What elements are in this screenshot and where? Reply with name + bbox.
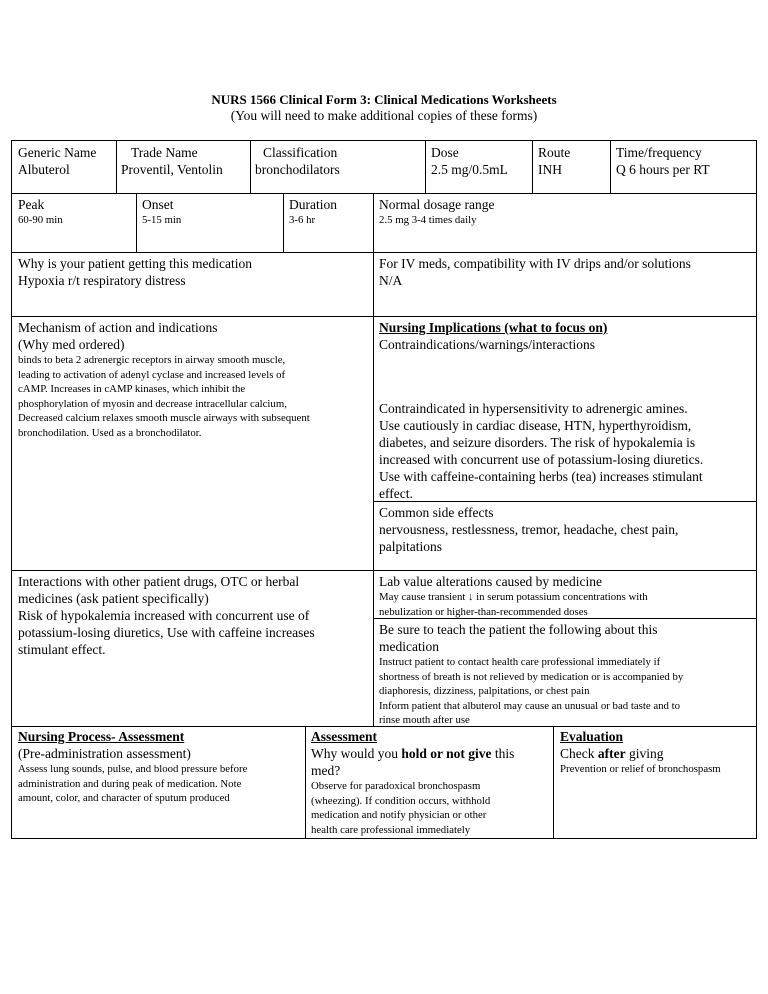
side-effects-line: palpitations xyxy=(379,539,442,554)
interactions-line: Risk of hypokalemia increased with concurrent use of xyxy=(18,608,310,623)
side-effects-line: nervousness, restlessness, tremor, headache, chest pain, xyxy=(379,522,679,537)
mechanism-sublabel: (Why med ordered) xyxy=(18,337,125,352)
route-value: INH xyxy=(538,162,562,177)
implication-line: Contraindicated in hypersensitivity to adrenergic amines. xyxy=(379,401,688,416)
implication-line: Use with caffeine-containing herbs (tea) increases stimulant xyxy=(379,469,703,484)
pre-admin-label: (Pre-administration assessment) xyxy=(18,746,191,761)
hold-question: Why would you hold or not give this xyxy=(311,746,515,761)
evaluation-value: Prevention or relief of bronchospasm xyxy=(560,763,721,775)
implication-line: increased with concurrent use of potassium-losing diuretics. xyxy=(379,452,704,467)
classification-value: bronchodilators xyxy=(255,162,340,177)
side-effects-label: Common side effects xyxy=(379,505,494,520)
teaching-label: medication xyxy=(379,639,439,654)
lab-values-line: May cause transient ↓ in serum potassium concentrations with xyxy=(379,591,648,603)
route-label: Route xyxy=(538,145,571,160)
trade-name-value: Proventil, Ventolin xyxy=(121,162,223,177)
assessment-line: medication and notify physician or other xyxy=(311,809,487,822)
process-line: Assess lung sounds, pulse, and blood pressure before xyxy=(18,763,248,775)
trade-name-label: Trade Name xyxy=(131,145,198,160)
lab-values-label: Lab value alterations caused by medicine xyxy=(379,574,603,589)
why-medication-value: Hypoxia r/t respiratory distress xyxy=(18,273,186,288)
form-subtitle: (You will need to make additional copies of these forms) xyxy=(230,108,538,123)
implication-line: Use cautiously in cardiac disease, HTN, hyperthyroidism, xyxy=(379,418,692,433)
teaching-label: Be sure to teach the patient the following about this xyxy=(379,622,658,637)
implication-line: effect. xyxy=(379,486,413,501)
check-after-label: Check after giving xyxy=(560,746,664,761)
peak-value: 60-90 min xyxy=(18,214,63,226)
teaching-line: diaphoresis, dizziness, palpitations, or chest pain xyxy=(379,685,590,698)
interactions-line: potassium-losing diuretics, Use with caffeine increases xyxy=(18,625,315,640)
teaching-line: rinse mouth after use xyxy=(379,714,470,727)
process-line: amount, color, and character of sputum produced xyxy=(18,792,230,805)
onset-value: 5-15 min xyxy=(142,214,182,226)
hold-question-line2: med? xyxy=(311,763,341,778)
nursing-implications-label: Nursing Implications (what to focus on) xyxy=(379,320,608,335)
time-frequency-value: Q 6 hours per RT xyxy=(616,162,710,177)
time-frequency-label: Time/frequency xyxy=(616,145,702,160)
teaching-line: Inform patient that albuterol may cause an unusual or bad taste and to xyxy=(379,699,681,712)
generic-name-label: Generic Name xyxy=(18,145,97,160)
mechanism-line: bronchodilation. Used as a bronchodilator. xyxy=(18,426,202,439)
duration-value: 3-6 hr xyxy=(289,214,316,226)
mechanism-label: Mechanism of action and indications xyxy=(18,320,218,335)
classification-label: Classification xyxy=(263,145,338,160)
form-title: NURS 1566 Clinical Form 3: Clinical Medications Worksheets xyxy=(211,92,557,107)
onset-label: Onset xyxy=(142,197,174,212)
mechanism-line: cAMP. Increases in cAMP kinases, which inhibit the xyxy=(18,383,246,396)
implication-line: diabetes, and seizure disorders. The risk of hypokalemia is xyxy=(379,435,696,450)
generic-name-value: Albuterol xyxy=(18,162,70,177)
assessment-label: Assessment xyxy=(311,729,377,744)
normal-dosage-label: Normal dosage range xyxy=(379,197,495,212)
iv-compatibility-value: N/A xyxy=(379,273,403,288)
assessment-line: health care professional immediately xyxy=(311,823,471,836)
mechanism-line: binds to beta 2 adrenergic receptors in airway smooth muscle, xyxy=(18,354,286,366)
normal-dosage-value: 2.5 mg 3-4 times daily xyxy=(379,214,477,226)
teaching-line: Instruct patient to contact health care professional immediately if xyxy=(379,656,661,668)
contraindications-label: Contraindications/warnings/interactions xyxy=(379,337,595,352)
dose-label: Dose xyxy=(431,145,459,160)
nursing-process-label: Nursing Process- Assessment xyxy=(18,729,185,744)
assessment-line: Observe for paradoxical bronchospasm xyxy=(311,780,481,792)
teaching-line: shortness of breath is not relieved by medication or is accompanied by xyxy=(379,670,684,683)
evaluation-label: Evaluation xyxy=(560,729,624,744)
lab-values-line: nebulization or higher-than-recommended doses xyxy=(379,605,588,618)
peak-label: Peak xyxy=(18,197,45,212)
interactions-line: stimulant effect. xyxy=(18,642,106,657)
assessment-line: (wheezing). If condition occurs, withhold xyxy=(311,794,491,807)
dose-value: 2.5 mg/0.5mL xyxy=(431,162,508,177)
duration-label: Duration xyxy=(289,197,337,212)
why-medication-label: Why is your patient getting this medication xyxy=(18,256,252,271)
mechanism-line: phosphorylation of myosin and decrease intracellular calcium, xyxy=(18,397,287,410)
interactions-line: Interactions with other patient drugs, OTC or herbal xyxy=(18,574,300,589)
interactions-line: medicines (ask patient specifically) xyxy=(18,591,209,606)
process-line: administration and during peak of medication. Note xyxy=(18,777,242,790)
mechanism-line: Decreased calcium relaxes smooth muscle airways with subsequent xyxy=(18,412,310,425)
mechanism-line: leading to activation of adenyl cyclase and increased levels of xyxy=(18,368,286,381)
iv-compatibility-label: For IV meds, compatibility with IV drips and/or solutions xyxy=(379,256,691,271)
